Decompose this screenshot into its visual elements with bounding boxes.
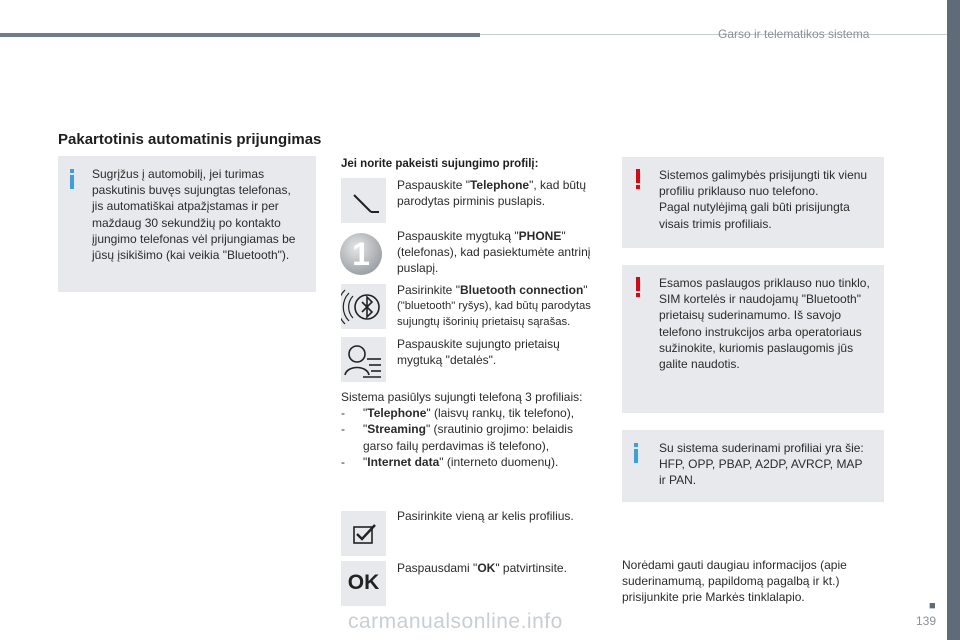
step-keyword: Telephone (469, 178, 530, 192)
page-title: Pakartotinis automatinis prijungimas (58, 131, 322, 148)
info-box (58, 156, 316, 292)
step-number: 1 (352, 236, 370, 272)
warning-box (622, 265, 884, 413)
checkbox-icon (341, 511, 386, 556)
header-bar (0, 33, 480, 37)
info-box (622, 430, 884, 502)
step-telephone: Paspauskite "Telephone", kad būtų parodytas pirminis puslapis. (397, 178, 587, 209)
warning-box-text: Sistemos galimybės prisijungti tik vienu profiliu priklauso nuo telefono. Pagal nutylėjimą gali būti prisijungta visais trimis profiliais. (659, 168, 868, 231)
info-box-text: Sugrįžus į automobilį, jei turimas paskutinis buvęs sujungtas telefonas, jis automatiškai atpažįstamas ir per maždaug 30 sekundžių po kontakto įjungimo telefonas vėl prijungiamas be jūsų įsikišimo (kai veikia "Bluetooth"). (92, 167, 296, 263)
bluetooth-icon (341, 284, 386, 329)
footer-note: Norėdami gauti daugiau informacijos (apie suderinamumą, papildomą pagalbą ir kt.) prisijunkite prie Markės tinklalapio. (622, 558, 847, 605)
step-confirm: Paspausdami "OK" patvirtinsite. (397, 561, 567, 575)
step-bluetooth-connection: Pasirinkite "Bluetooth connection" ("bluetooth" ryšys), kad būtų parodytas sujungtų išorinių prietaisų sąrašas. (397, 283, 591, 329)
list-item: - "Telephone" (laisvų rankų, tik telefono), (341, 406, 575, 421)
device-details-icon (341, 337, 386, 382)
profiles-list (341, 389, 611, 470)
phone-screen-icon (341, 178, 386, 223)
step-keyword: Bluetooth connection (459, 283, 584, 297)
ok-icon-label: OK (347, 571, 380, 594)
header-line (480, 34, 947, 35)
info-box-text: Su sistema suderinami profiliai yra šie: HFP, OPP, PBAP, A2DP, AVRCP, MAP ir PAN. (659, 441, 864, 488)
page-number: 139 (916, 614, 937, 628)
info-icon (70, 169, 74, 189)
step-keyword: PHONE (518, 229, 562, 243)
warning-icon (636, 169, 640, 189)
subheading: Jei norite pakeisti sujungimo profilį: (341, 158, 539, 170)
side-marker: ■ (929, 600, 936, 612)
info-icon (634, 443, 638, 463)
step-details: Paspauskite sujungto prietaisų mygtuką "detalės". (397, 337, 560, 368)
step-number-badge (340, 233, 382, 275)
side-tab (947, 0, 960, 640)
step-select-profiles: Pasirinkite vieną ar kelis profilius. (397, 509, 574, 523)
ok-button-icon (341, 561, 386, 606)
warning-box (622, 157, 884, 248)
profiles-intro: Sistema pasiūlys sujungti telefoną 3 profiliais: (341, 390, 583, 404)
section-title: Garso ir telematikos sistema (718, 27, 870, 41)
warning-icon (636, 277, 640, 297)
watermark: carmanualsonline.info (348, 610, 563, 633)
list-item: - "Streaming" (srautinio grojimo: belaidis garso failų perdavimas iš telefono), (341, 422, 573, 453)
warning-box-text: Esamos paslaugos priklauso nuo tinklo, SIM kortelės ir naudojamų "Bluetooth" prietaisų suderinamumo. Iš savojo telefono instrukcijos arba operatoriaus sužinokite, kuriomis paslaugomis jūs galite naudotis. (659, 276, 870, 372)
step-phone: Paspauskite mygtuką "PHONE" (telefonas), kad pasiektumėte antrinį puslapį. (397, 229, 591, 276)
list-item: - "Internet data" (interneto duomenų). (341, 454, 559, 469)
